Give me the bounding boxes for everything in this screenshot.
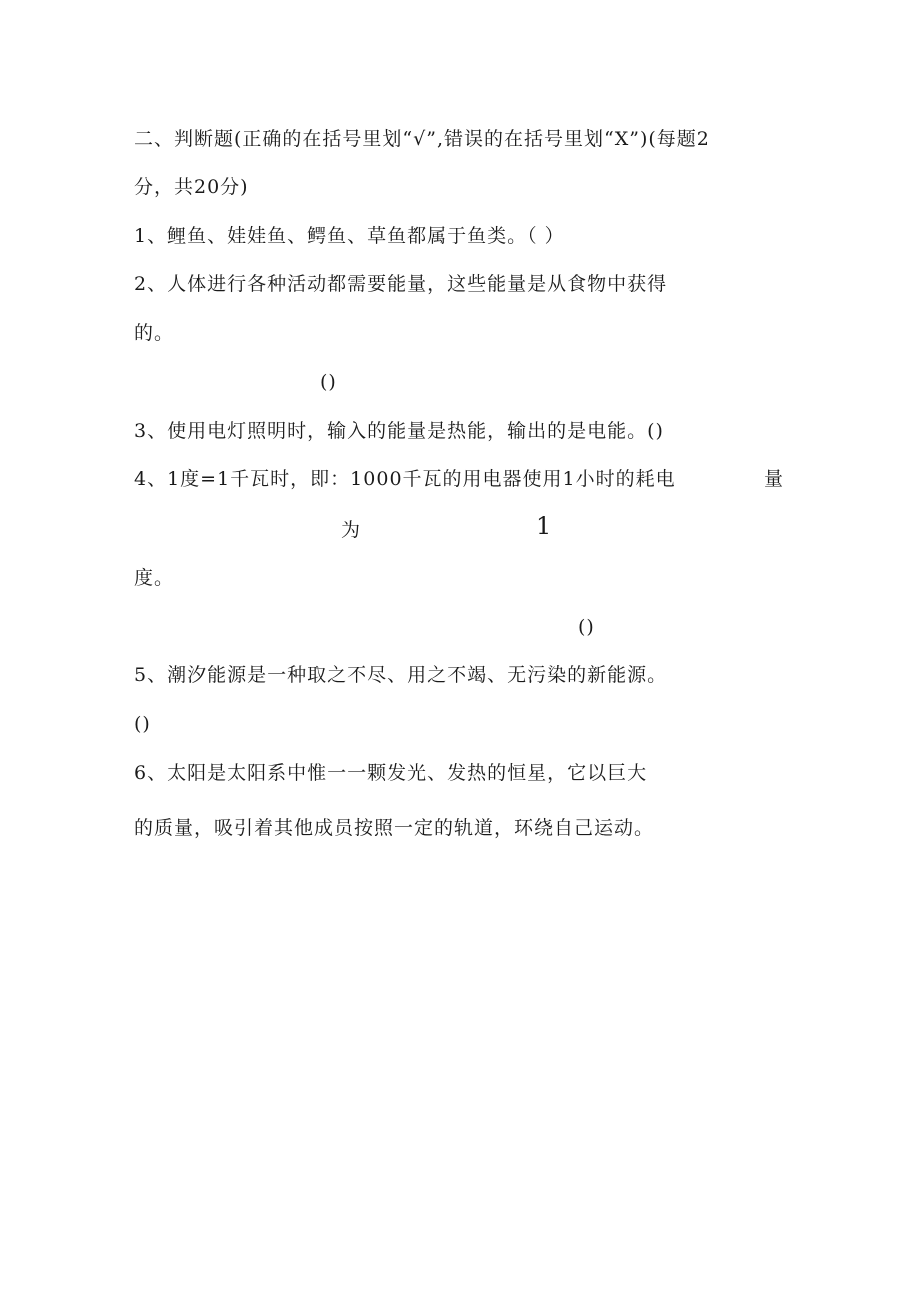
question-3: 3、使用电灯照明时，输入的能量是热能，输出的是电能。() (134, 420, 664, 442)
question-6-line1: 6、太阳是太阳系中惟一一颗发光、发热的恒星，它以巨大 (134, 762, 648, 784)
question-4-answer-bracket: () (578, 616, 595, 638)
question-6-line2: 的质量，吸引着其他成员按照一定的轨道，环绕自己运动。 (134, 817, 655, 839)
question-4-line1: 4、1度=1千瓦时，即：1000千瓦的用电器使用1小时的耗电 (134, 468, 676, 490)
question-5: 5、潮汐能源是一种取之不尽、用之不竭、无污染的新能源。 (134, 664, 668, 686)
question-5-answer-bracket: () (134, 713, 151, 735)
section-heading-line1: 二、判断题(正确的在括号里划“√”,错误的在括号里划“X”)(每题2 (134, 128, 710, 150)
question-4-line3: 度。 (134, 567, 175, 589)
question-2-line2: 的。 (134, 322, 175, 344)
question-2-line1: 2、人体进行各种活动都需要能量，这些能量是从食物中获得 (134, 273, 668, 295)
question-1: 1、鲤鱼、娃娃鱼、鳄鱼、草鱼都属于鱼类。（ ） (134, 225, 565, 247)
question-4-line2-b: 1 (536, 512, 553, 540)
question-4-line2-a: 为 (341, 519, 362, 541)
section-heading-line2: 分，共20分) (134, 176, 249, 198)
question-2-answer-bracket: () (320, 371, 337, 393)
question-4-line1-tail: 量 (764, 468, 785, 490)
